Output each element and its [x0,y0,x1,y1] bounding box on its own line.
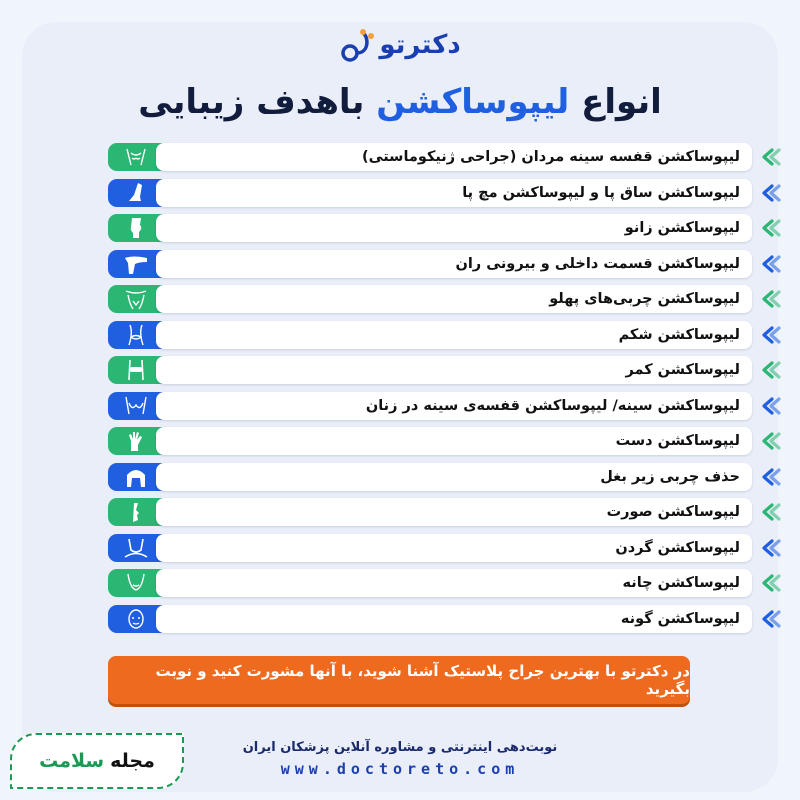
chevron-left-icon [758,502,782,522]
title-prefix: انواع [581,82,662,122]
chevron-left-icon [758,431,782,451]
item-label: لیپوساکشن چانه [156,569,752,597]
list-item [108,179,740,207]
item-label: لیپوساکشن ساق پا و لیپوساکشن مچ پا [156,179,752,207]
liposuction-type-list [108,143,740,640]
list-item [108,569,740,597]
item-label: لیپوساکشن دست [156,427,752,455]
chevron-left-icon [758,467,782,487]
list-item [108,427,740,455]
neck-icon [121,536,151,560]
list-item [108,285,740,313]
chevron-left-icon [758,396,782,416]
chevron-left-icon [758,573,782,593]
item-label: حذف چربی زیر بغل [156,463,752,491]
thigh-icon [121,252,151,276]
face-profile-icon [121,500,151,524]
knee-icon [121,216,151,240]
footer-tagline: نوبت‌دهی اینترنتی و مشاوره آنلاین پزشکان ایران [242,740,558,755]
item-label: لیپوساکشن قسمت داخلی و بیرونی ران [156,250,752,278]
list-item [108,321,740,349]
title-accent: لیپوساکشن [376,82,570,122]
list-item [108,498,740,526]
badge-word1: مجله [110,750,155,772]
abdomen-icon [121,323,151,347]
cta-banner[interactable] [108,656,690,704]
chevron-left-icon [758,289,782,309]
item-label: لیپوساکشن گونه [156,605,752,633]
list-item [108,250,740,278]
stethoscope-icon [339,27,375,63]
list-item [108,214,740,242]
chevron-left-icon [758,147,782,167]
item-label: لیپوساکشن شکم [156,321,752,349]
chin-icon [121,571,151,595]
item-label: لیپوساکشن قفسه سینه مردان (جراحی ژنیکوماستی) [156,143,752,171]
footer-url[interactable]: www.doctoreto.com [280,760,520,778]
chevron-left-icon [758,360,782,380]
list-item [108,463,740,491]
list-item [108,356,740,384]
item-label: لیپوساکشن گردن [156,534,752,562]
item-label: لیپوساکشن زانو [156,214,752,242]
hand-icon [121,429,151,453]
list-item [108,392,740,420]
chevron-left-icon [758,609,782,629]
female-chest-icon [121,394,151,418]
item-label: لیپوساکشن کمر [156,356,752,384]
underarm-icon [121,465,151,489]
title-suffix: باهدف زیبایی [138,82,365,122]
brand-logo[interactable] [0,22,800,68]
chevron-left-icon [758,325,782,345]
waist-icon [121,358,151,382]
badge-word2: سلامت [39,750,105,772]
list-item [108,605,740,633]
item-label: لیپوساکشن سینه/ لیپوساکشن قفسه‌ی سینه در زنان [156,392,752,420]
item-label: لیپوساکشن صورت [156,498,752,526]
chevron-left-icon [758,218,782,238]
list-item [108,534,740,562]
cta-label: در دکترتو با بهترین جراح پلاستیک آشنا شوید، با آنها مشورت کنید و نوبت بگیرید [155,662,690,698]
chevron-left-icon [758,183,782,203]
male-chest-icon [121,145,151,169]
list-item [108,143,740,171]
lower-leg-icon [121,181,151,205]
chevron-left-icon [758,254,782,274]
chevron-left-icon [758,538,782,558]
logo-text: دکترتو [379,30,461,60]
health-magazine-badge[interactable] [10,733,184,789]
item-label: لیپوساکشن چربی‌های پهلو [156,285,752,313]
cheek-face-icon [121,607,151,631]
page-title [0,82,800,138]
flank-icon [121,287,151,311]
